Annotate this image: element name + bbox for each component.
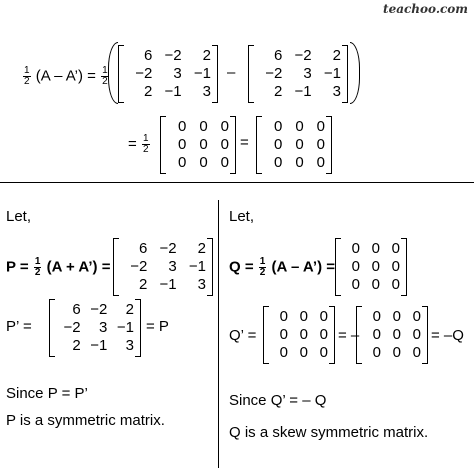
matrix-cell: 0 (220, 118, 229, 135)
matrix-cell: −1 (193, 65, 211, 82)
q-prime-label: Q’ = (229, 327, 257, 344)
matrix-cell: 2 (202, 47, 211, 64)
fraction-half: $\frac{1}{2}$ (34, 256, 41, 278)
q-definition: Q = $\frac{1}{2}$ (A – A’) = (229, 256, 336, 278)
matrix-cell: 0 (220, 136, 229, 153)
left-since: Since P = P’ (6, 385, 88, 402)
matrix-cell: 0 (371, 258, 380, 275)
matrix-cell: 2 (143, 83, 153, 100)
matrix-cell: 3 (125, 337, 134, 354)
matrix-cell: −1 (294, 83, 312, 100)
left-paren (108, 42, 118, 104)
matrix-cell: 3 (332, 83, 341, 100)
matrix-p (113, 238, 213, 296)
matrix-cell: 0 (199, 118, 208, 135)
column-divider (218, 200, 219, 468)
matrix-cell: −2 (265, 65, 283, 82)
matrix-cell: 0 (199, 136, 208, 153)
matrix-cell: 0 (319, 344, 328, 361)
left-let: Let, (6, 208, 32, 225)
matrix-cell: −1 (159, 276, 177, 293)
matrix-cell: −2 (63, 319, 81, 336)
matrix-cell: 0 (351, 258, 360, 275)
matrix-cell: 0 (351, 240, 360, 257)
matrix-cell: 0 (351, 276, 360, 293)
brand-watermark: teachoo.com (383, 2, 468, 16)
fraction-half: $\frac{1}{2}$ (24, 65, 30, 87)
matrix-cell: 3 (168, 258, 177, 275)
matrix-cell: 0 (319, 308, 328, 325)
matrix-cell: 3 (197, 276, 206, 293)
matrix-cell: 0 (372, 308, 381, 325)
matrix-cell: 3 (202, 83, 211, 100)
matrix-cell: 3 (98, 319, 108, 336)
matrix-cell: 6 (138, 240, 148, 257)
left-conclusion: P is a symmetric matrix. (6, 412, 165, 429)
matrix-cell: 0 (279, 326, 288, 343)
matrix-cell: 0 (412, 326, 421, 343)
matrix-cell: 0 (273, 118, 283, 135)
matrix-cell: 0 (279, 344, 288, 361)
q-prime-tail: = –Q (431, 327, 464, 344)
matrix-cell: −1 (116, 319, 134, 336)
zero-matrix (160, 116, 236, 174)
matrix-cell: 3 (303, 65, 312, 82)
matrix-cell: −2 (135, 65, 153, 82)
matrix-cell: 2 (273, 83, 283, 100)
matrix-cell: 0 (316, 136, 325, 153)
matrix-cell: 0 (412, 344, 421, 361)
right-conclusion: Q is a skew symmetric matrix. (229, 424, 429, 441)
fraction-half: $\frac{1}{2}$ (142, 133, 149, 155)
matrix-cell: −2 (294, 47, 312, 64)
matrix-cell: 0 (316, 154, 325, 171)
matrix-cell: 0 (177, 136, 187, 153)
matrix-q (335, 238, 407, 296)
matrix-cell: 0 (372, 344, 381, 361)
matrix-cell: 0 (295, 136, 304, 153)
matrix-cell: 0 (295, 118, 304, 135)
matrix-cell: 2 (138, 276, 148, 293)
matrix-cell: −1 (323, 65, 341, 82)
p-definition: P = $\frac{1}{2}$ (A + A’) = (6, 256, 111, 278)
matrix-cell: 0 (220, 154, 229, 171)
matrix-cell: 2 (125, 301, 134, 318)
matrix-cell: 0 (295, 154, 304, 171)
matrix-cell: 0 (299, 308, 308, 325)
top-lhs (22, 66, 110, 87)
matrix-cell: 0 (273, 154, 283, 171)
matrix-cell: −1 (188, 258, 206, 275)
matrix-cell: 0 (412, 308, 421, 325)
matrix-cell: 0 (177, 154, 187, 171)
section-divider (0, 182, 474, 183)
matrix-cell: 6 (273, 47, 283, 64)
matrix-cell: 0 (199, 154, 208, 171)
matrix-cell: −2 (130, 258, 148, 275)
right-paren (350, 42, 360, 104)
matrix-cell: 0 (299, 326, 308, 343)
right-let: Let, (229, 208, 255, 225)
right-since: Since Q’ = – Q (229, 392, 327, 409)
matrix-cell: 0 (392, 308, 401, 325)
matrix-cell: 0 (177, 118, 187, 135)
matrix-cell: 0 (371, 240, 380, 257)
matrix-cell: 0 (392, 344, 401, 361)
matrix-cell: 0 (391, 276, 400, 293)
matrix-cell: 3 (173, 65, 182, 82)
matrix-cell: 6 (72, 301, 81, 318)
equals-sign: = (240, 134, 249, 151)
matrix-cell: −2 (90, 301, 108, 318)
matrix-cell: 0 (391, 240, 400, 257)
top-lhs-expr: (A – A’) = (35, 67, 96, 85)
matrix-cell: −2 (164, 47, 182, 64)
matrix-cell: 0 (392, 326, 401, 343)
top-line2-prefix: = $\frac{1}{2}$ (128, 133, 149, 155)
matrix-cell: 2 (197, 240, 206, 257)
minus-sign: – (227, 64, 236, 81)
matrix-cell: 0 (299, 344, 308, 361)
equals-minus: = – (338, 327, 360, 344)
matrix-cell: 0 (319, 326, 328, 343)
matrix-cell: 6 (143, 47, 153, 64)
matrix-cell: 0 (371, 276, 380, 293)
matrix-cell: 0 (279, 308, 288, 325)
matrix-cell: 0 (273, 136, 283, 153)
fraction-half: $\frac{1}{2}$ (102, 65, 108, 87)
matrix-cell: 2 (72, 337, 81, 354)
fraction-half: $\frac{1}{2}$ (259, 256, 266, 278)
matrix-p-prime (49, 299, 141, 357)
matrix-cell: −2 (159, 240, 177, 257)
zero-matrix-result (256, 116, 332, 174)
p-prime-label: P’ = (6, 318, 32, 335)
matrix-cell: −1 (90, 337, 108, 354)
matrix-q-neg (356, 306, 428, 364)
matrix-cell: 2 (332, 47, 341, 64)
p-prime-tail: = P (146, 318, 169, 335)
matrix-cell: 0 (316, 118, 325, 135)
matrix-cell: 0 (391, 258, 400, 275)
matrix-a-transpose (248, 45, 348, 103)
matrix-q-prime (263, 306, 335, 364)
matrix-a (118, 45, 218, 103)
matrix-cell: 0 (372, 326, 381, 343)
matrix-cell: −1 (164, 83, 182, 100)
